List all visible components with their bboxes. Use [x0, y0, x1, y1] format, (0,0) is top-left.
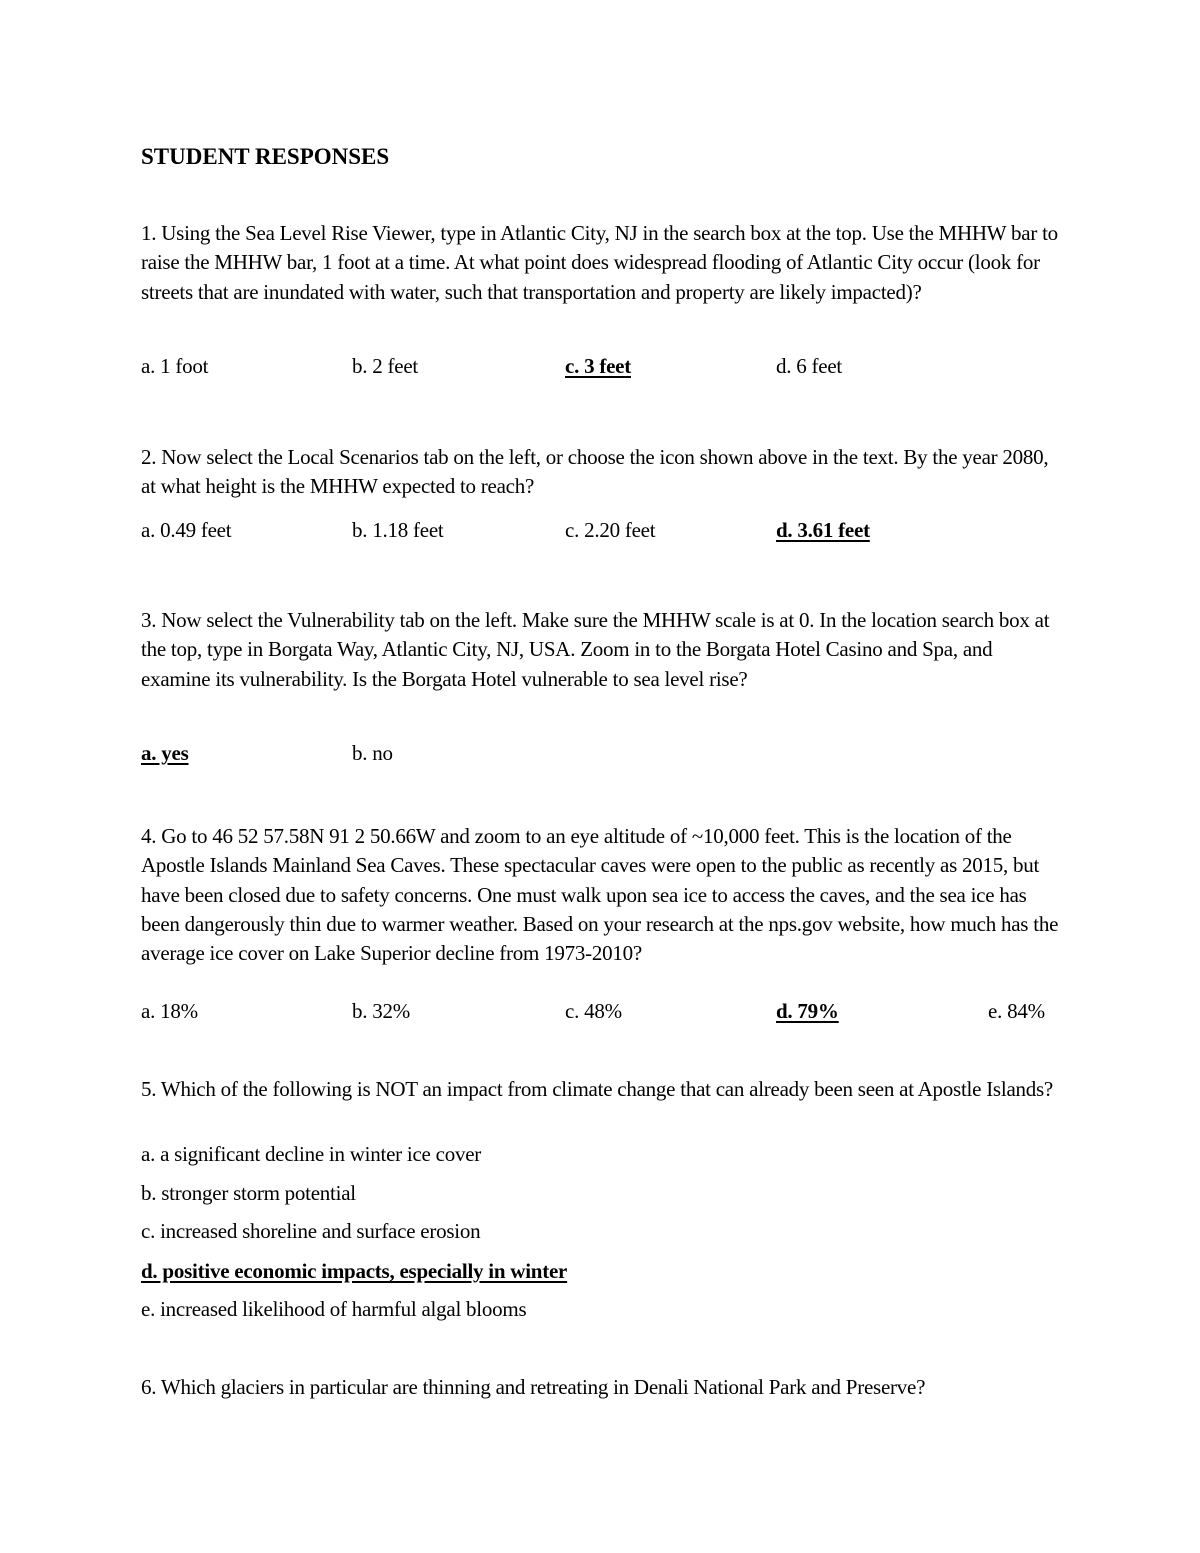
q2-option-a: a. 0.49 feet [141, 518, 232, 542]
q5-option-e: e. increased likelihood of harmful algal blooms [141, 1297, 527, 1321]
q4-option-a: a. 18% [141, 999, 198, 1023]
question-3-text: 3. Now select the Vulnerability tab on the left. Make sure the MHHW scale is at 0. In the location search box at the top, type in Borgata Way, Atlantic City, NJ, USA. Zoom in to the Borgata Hotel Casino and Spa, and examine its vulnerability. Is the Borgata Hotel vulnerable to sea level rise? [141, 608, 1050, 691]
q3-option-b: b. no [352, 741, 393, 765]
question-1-text: 1. Using the Sea Level Rise Viewer, type in Atlantic City, NJ in the search box at the top. Use the MHHW bar to raise the MHHW bar, 1 foot at a time. At what point does widespread flooding of Atlantic City occur (look for streets that are inundated with water, such that transportation and property are likely impacted)? [141, 221, 1058, 304]
question-4-text: 4. Go to 46 52 57.58N 91 2 50.66W and zoom to an eye altitude of ~10,000 feet. This is the location of the Apostle Islands Mainland Sea Caves. These spectacular caves were open to the public as recently as 2015, but have been closed due to safety concerns. One must walk upon sea ice to access the caves, and the sea ice has been dangerously thin due to warmer weather. Based on your research at the nps.gov website, how much has the average ice cover on Lake Superior decline from 1973-2010? [141, 824, 1059, 966]
q1-option-b: b. 2 feet [352, 354, 418, 378]
q2-option-b: b. 1.18 feet [352, 518, 444, 542]
q2-option-c: c. 2.20 feet [565, 518, 656, 542]
q1-option-a: a. 1 foot [141, 354, 209, 378]
page-title: STUDENT RESPONSES [141, 144, 390, 169]
q4-option-c: c. 48% [565, 999, 622, 1023]
question-5-text: 5. Which of the following is NOT an impact from climate change that can already been seen at Apostle Islands? [141, 1077, 1054, 1101]
q1-option-c-correct: c. 3 feet [565, 354, 631, 378]
question-6-text: 6. Which glaciers in particular are thinning and retreating in Denali National Park and Preserve? [141, 1375, 926, 1399]
q1-option-d: d. 6 feet [776, 354, 842, 378]
q5-option-a: a. a significant decline in winter ice cover [141, 1142, 482, 1166]
q5-option-b: b. stronger storm potential [141, 1181, 356, 1205]
q4-option-e: e. 84% [988, 999, 1045, 1023]
q5-option-c: c. increased shoreline and surface erosion [141, 1219, 481, 1243]
q4-option-b: b. 32% [352, 999, 410, 1023]
q3-option-a-correct: a. yes [141, 741, 189, 765]
question-2-text: 2. Now select the Local Scenarios tab on the left, or choose the icon shown above in the text. By the year 2080, at what height is the MHHW expected to reach? [141, 445, 1049, 499]
q5-option-d-correct: d. positive economic impacts, especially in winter [141, 1259, 568, 1283]
q4-option-d-correct: d. 79% [776, 999, 839, 1023]
q2-option-d-correct: d. 3.61 feet [776, 518, 870, 542]
